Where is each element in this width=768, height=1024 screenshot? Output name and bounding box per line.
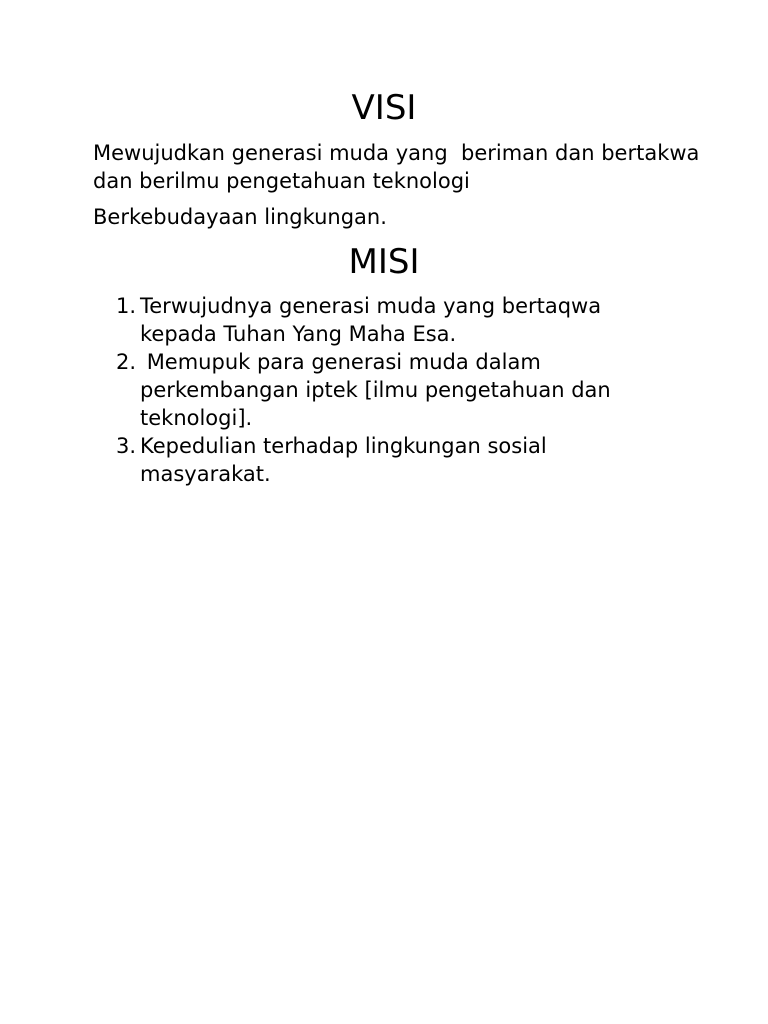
misi-item-number: 2.: [116, 350, 137, 374]
visi-paragraph-1: Mewujudkan generasi muda yang beriman dan bertakwa dan berilmu pengetahuan teknologi: [93, 141, 707, 193]
misi-heading: MISI: [348, 242, 420, 282]
misi-item-number: 3.: [116, 434, 137, 458]
misi-list-item-3: [0, 432, 768, 488]
misi-item-text: Kepedulian terhadap lingkungan sosial masyarakat.: [140, 434, 554, 486]
visi-heading: VISI: [351, 88, 417, 128]
misi-list: [0, 292, 768, 488]
misi-item-text: Memupuk para generasi muda dalam perkembangan iptek [ilmu pengetahuan dan teknologi].: [140, 350, 618, 430]
misi-item-number: 1.: [116, 294, 137, 318]
misi-list-item-1: [0, 292, 768, 348]
misi-item-text: Terwujudnya generasi muda yang bertaqwa kepada Tuhan Yang Maha Esa.: [140, 294, 608, 346]
visi-paragraph-2: Berkebudayaan lingkungan.: [93, 205, 387, 229]
misi-list-item-2: [0, 348, 768, 432]
